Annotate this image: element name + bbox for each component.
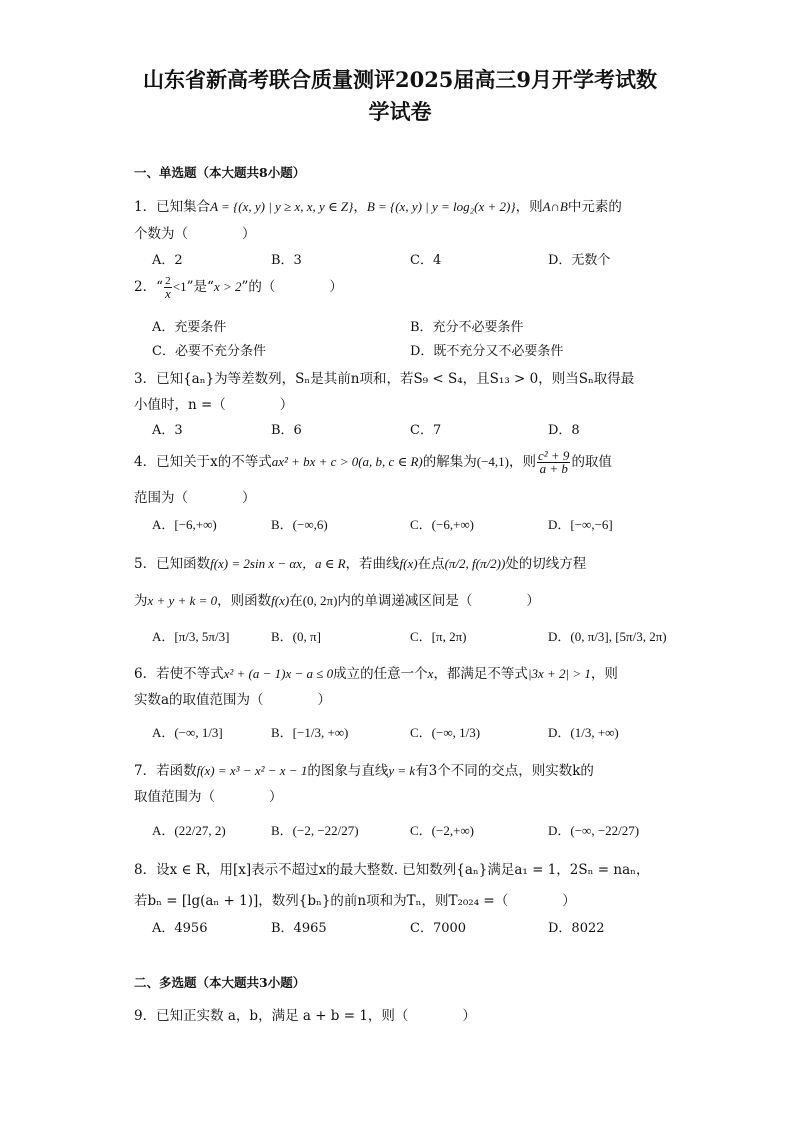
title-line-2: 学试卷 (368, 99, 432, 124)
question-7 (134, 759, 594, 779)
q2-lt: <1 (172, 279, 187, 294)
question-7-line-2: 取值范围为（ ） (134, 789, 283, 805)
q4-option-b: B．(−∞,6) (271, 517, 328, 532)
q5-domain: (0, 2π) (302, 593, 338, 608)
q1-mid: ，则 (515, 199, 543, 215)
q4-fraction (537, 450, 570, 475)
q4-inequality: ax² + bx + c > 0(a, b, c ∈ R) (271, 454, 423, 469)
q5-mid2: 在点 (417, 556, 445, 572)
q2-fraction (164, 275, 172, 300)
q5-option-b: B．(0, π] (271, 629, 321, 644)
q7-option-c: C．(−2,+∞) (410, 823, 475, 838)
q1-option-c: C．4 (410, 253, 442, 268)
question-5 (134, 552, 586, 572)
q1-option-d: D．无数个 (548, 253, 611, 268)
q3-option-d: D．8 (548, 423, 580, 438)
q4-prefix: 4．已知关于x的不等式 (134, 454, 272, 470)
title-line-1: 山东省新高考联合质量测评2025届高三9月开学考试数 (142, 67, 658, 92)
q5-prefix: 5．已知函数 (134, 556, 211, 572)
q7-suffix: 有3个不同的交点，则实数k的 (415, 763, 594, 779)
q1-sep: ， (353, 199, 367, 215)
q6-option-c: C．(−∞, 1/3) (410, 725, 481, 740)
question-1 (134, 195, 622, 215)
q4-option-a: A．[−6,+∞) (152, 517, 217, 532)
q4-option-c: C．(−6,+∞) (410, 517, 475, 532)
q3-option-a: A．3 (152, 423, 183, 438)
q5-line2c: 在 (289, 593, 303, 609)
q5-fx: f(x) (399, 556, 418, 571)
q4-mid: 的解集为 (422, 454, 477, 470)
q7-mid: 的图象与直线 (307, 763, 389, 779)
q6-mid: 成立的任意一个 (333, 666, 428, 682)
q6-abs: |3x + 2| > 1 (527, 666, 591, 681)
q5-fx2: f(x) (271, 593, 290, 608)
q2-suffix: ”的（ ） (241, 279, 343, 295)
question-4-line-2: 范围为（ ） (134, 490, 256, 506)
q5-mid: ，若曲线 (345, 556, 400, 572)
q4-mid2: ，则 (508, 454, 536, 470)
q8-option-a: A．4956 (152, 921, 208, 936)
q5-cond: ，a ∈ R (301, 556, 346, 571)
q3-option-b: B．6 (271, 423, 302, 438)
q1-option-a: A．2 (152, 253, 183, 268)
q2-cond: x > 2 (213, 279, 242, 294)
q5-option-d: D．(0, π/3], [5π/3, 2π) (548, 629, 667, 644)
q7-function: f(x) = x³ − x² − x − 1 (196, 763, 308, 778)
q1-suffix: 中元素的 (567, 199, 622, 215)
q8-option-c: C．7000 (410, 921, 467, 936)
question-4 (134, 450, 612, 475)
q8-option-b: B．4965 (271, 921, 327, 936)
q5-line2d: 内的单调递减区间是（ ） (337, 593, 540, 609)
q7-option-b: B．(−2, −22/27) (271, 823, 359, 838)
q1-option-b: B．3 (271, 253, 302, 268)
q2-frac-num: 2 (165, 275, 171, 287)
q7-option-d: D．(−∞, −22/27) (548, 823, 640, 838)
question-3-line-2: 小值时，n =（ ） (134, 397, 294, 413)
q4-option-d: D．[−∞,−6] (548, 517, 613, 532)
q6-option-a: A．(−∞, 1/3] (152, 725, 223, 740)
question-3-line-1: 3．已知{aₙ}为等差数列，Sₙ是其前n项和，若S₉ < S₄，且S₁₃ > 0，则当Sₙ取得最 (134, 371, 635, 387)
q6-mid2: ，都满足不等式 (433, 666, 528, 682)
question-2 (134, 275, 343, 300)
q1-prefix: 1．已知集合 (134, 199, 211, 215)
q7-prefix: 7．若函数 (134, 763, 197, 779)
q4-suffix: 的取值 (571, 454, 612, 470)
q4-interval: (−4,1) (476, 454, 509, 469)
q5-tangent: x + y + k = 0 (147, 593, 218, 608)
q4-frac-den: a + b (539, 461, 568, 476)
q2-prefix: 2．“ (134, 279, 163, 295)
question-1-line-2: 个数为（ ） (134, 226, 256, 242)
question-6-line-2: 实数a的取值范围为（ ） (134, 692, 332, 708)
q5-function: f(x) = 2sin x − αx (210, 556, 302, 571)
q1-set-b: B = {(x, y) | y = log₂(x + 2)} (366, 199, 516, 214)
q2-frac-den: x (165, 286, 171, 301)
q7-line: y = k (388, 763, 416, 778)
q6-suffix: ，则 (590, 666, 618, 682)
q6-prefix: 6．若使不等式 (134, 666, 224, 682)
section-heading-multi: 二、多选题（本大题共3小题） (134, 975, 306, 990)
question-8-line-2: 若bₙ = [lg(aₙ + 1)]，数列{bₙ}的前n项和为Tₙ，则T₂₀₂₄ =（ ） (134, 893, 576, 909)
question-8-line-1: 8．设x ∈ R，用[x]表示不超过x的最大整数. 已知数列{aₙ}满足a₁ = 1，2Sₙ = naₙ， (134, 862, 650, 878)
q2-mid: ”是“ (186, 279, 214, 295)
q3-option-c: C．7 (410, 423, 442, 438)
q5-option-c: C．[π, 2π) (410, 629, 467, 644)
q4-frac-num: c² + 9 (537, 448, 570, 463)
q7-option-a: A．(22/27, 2) (152, 823, 226, 838)
q2-option-a: A．充要条件 (152, 320, 227, 335)
q6-option-d: D．(1/3, +∞) (548, 725, 619, 740)
question-5-line-2 (134, 589, 540, 609)
q5-line2b: ，则函数 (217, 593, 272, 609)
q6-var: x (427, 666, 434, 681)
q6-option-b: B．[−1/3, +∞) (271, 725, 349, 740)
q2-option-d: D．既不充分又不必要条件 (410, 344, 564, 359)
q5-line2a: 为 (134, 593, 148, 609)
question-9-line-1: 9．已知正实数 a，b，满足 a + b = 1，则（ ） (134, 1008, 476, 1024)
q6-inequality: x² + (a − 1)x − a ≤ 0 (223, 666, 334, 681)
q2-option-b: B．充分不必要条件 (410, 320, 524, 335)
q5-point: (π/2, f(π/2)) (444, 556, 506, 571)
q1-intersection: A∩B (542, 199, 568, 214)
q5-suffix: 处的切线方程 (505, 556, 587, 572)
q5-option-a: A．[π/3, 5π/3] (152, 629, 230, 644)
q8-option-d: D．8022 (548, 921, 605, 936)
q1-set-a: A = {(x, y) | y ≥ x, x, y ∈ Z} (210, 199, 354, 214)
q2-option-c: C．必要不充分条件 (152, 344, 266, 359)
question-6 (134, 662, 618, 682)
page-title (100, 64, 700, 128)
section-heading-single: 一、单选题（本大题共8小题） (134, 165, 306, 180)
